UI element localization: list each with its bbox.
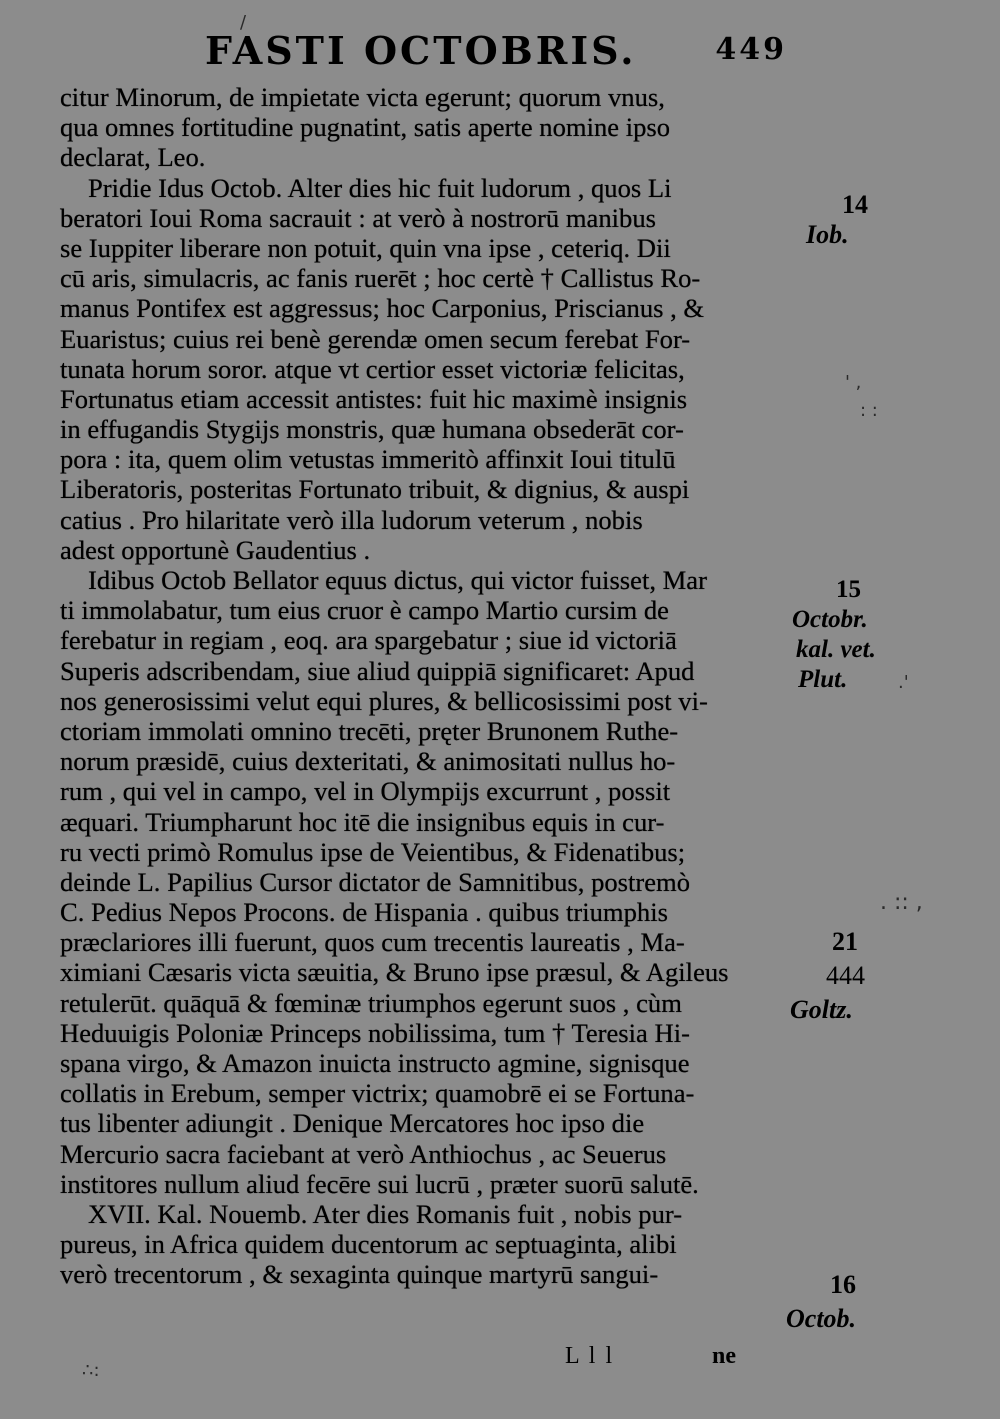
margin-date-14: 14 [842,190,868,219]
text-line: spana virgo, & Amazon inuicta instructo agmine, signisque [60,1048,690,1078]
margin-ref-kal-vet: kal. vet. [796,636,876,663]
margin-note-14 [806,190,868,250]
scan-noise: / [240,12,247,33]
text-line: cū aris, simulacris, ac fanis ruerēt ; hoc certè † Callistus Ro- [60,263,701,294]
text-line: rum , qui vel in campo, vel in Olympijs excurrunt , possit [60,776,671,807]
margin-date-15: 15 [836,576,861,603]
margin-ref-octobr: Octobr. [792,606,868,633]
scan-noise: ' , [845,372,862,393]
text-line: collatis in Erebum, semper victrix; quamobrē ei se Fortuna- [60,1078,695,1109]
text-line: C. Pedius Nepos Procons. de Hispania . quibus triumphis [60,897,668,928]
margin-ref-iob: Iob. [806,220,849,249]
text-line: tunata horum soror. atque vt certior esset victoriæ felicitas, [60,353,685,384]
margin-ref-octob: Octob. [786,1304,857,1333]
text-line: Fortunatus etiam accessit antistes: fuit hic maximè insignis [60,383,688,414]
text-line: ru vecti primò Romulus ipse de Veientibus, & Fidenatibus; [60,836,686,867]
text-line: in effugandis Stygijs monstris, quæ humana obsederāt cor- [60,414,684,445]
text-line: manus Pontifex est aggressus; hoc Carponius, Priscianus , & [60,293,705,324]
signature-mark: L l l [565,1343,615,1369]
scan-noise: . :: , [880,890,923,915]
margin-ref-444: 444 [826,961,865,990]
running-header [205,28,805,88]
scan-noise: : : [860,400,878,421]
text-line: adest opportunè Gaudentius . [60,534,371,565]
text-line: Idibus Octob Bellator equus dictus, qui victor fuisset, Mar [88,565,707,595]
text-line: se Iuppiter liberare non potuit, quin vna ipse , ceteriq. Dii [60,232,671,263]
margin-ref-goltz: Goltz. [790,995,853,1024]
text-line: catius . Pro hilaritate verò illa ludorum veterum , nobis [60,504,643,535]
scan-noise: ∴: [82,1360,100,1381]
text-line: nos generosissimi velut equi plures, & bellicosissimi post vi- [60,685,708,716]
main-text-block [60,82,790,1290]
text-line: Heduuigis Poloniæ Princeps nobilissima, tum † Teresia Hi- [60,1017,690,1048]
text-line: beratori Ioui Roma sacrauit : at verò à nostrorū manibus [60,202,656,233]
scan-noise: .' [898,672,909,693]
text-line: pora : ita, quem olim vetustas immeritò affinxit Ioui titulū [60,444,676,475]
text-line: norum præsidē, cuius dexteritati, & animositati nullus ho- [60,746,676,777]
text-line: qua omnes fortitudine pugnatint, satis aperte nomine ipso [60,112,671,143]
text-line: præclariores illi fuerunt, quos cum trecentis laureatis , Ma- [60,927,685,958]
text-line: institores nullum aliud fecēre sui lucrū , præter suorū salutē. [60,1168,699,1199]
text-line: ximiani Cæsaris victa sæuitia, & Bruno ipse præsul, & Agileus [60,957,729,988]
running-title: FASTI OCTOBRIS. [205,28,637,73]
text-line: Superis adscribendam, siue aliud quippiā significaret: Apud [60,655,695,686]
margin-date-21: 21 [832,927,858,956]
text-line: verò trecentorum , & sexaginta quinque martyrū sangui- [60,1259,659,1290]
text-line: ferebatur in regiam , eoq. ara spargebatur ; siue id victoriā [60,625,677,656]
text-line: pureus, in Africa quidem ducentorum ac septuaginta, alibi [60,1229,677,1260]
text-line: retulerūt. quāquā & fœminæ triumphos egerunt suos , cùm [60,987,682,1018]
text-line: declarat, Leo. [60,142,206,173]
text-line: XVII. Kal. Nouemb. Ater dies Romanis fuit , nobis pur- [88,1198,683,1229]
text-line: Liberatoris, posteritas Fortunato tribuit, & dignius, & auspi [60,474,690,505]
margin-date-16: 16 [830,1270,856,1299]
margin-note-21 [790,925,865,1027]
text-line: deinde L. Papilius Cursor dictator de Samnitibus, postremò [60,866,691,897]
text-line: tus libenter adiungit . Denique Mercatores hoc ipso die [60,1108,645,1139]
margin-note-16 [786,1268,856,1336]
text-line: Pridie Idus Octob. Alter dies hic fuit ludorum , quos Li [88,172,672,203]
text-line: citur Minorum, de impietate victa egerunt; quorum vnus, [60,82,665,112]
text-line: æquari. Triumpharunt hoc itē die insignibus equis in cur- [60,806,665,837]
margin-note-15 [792,575,876,695]
text-line: ti immolabatur, tum eius cruor è campo Martio cursim de [60,595,669,626]
margin-ref-plut: Plut. [798,666,848,693]
catchword: ne [712,1343,736,1369]
text-line: Euaristus; cuius rei benè gerendæ omen secum ferebat For- [60,323,691,354]
page-number: 449 [715,32,787,67]
text-line: Mercurio sacra faciebant at verò Anthiochus , ac Seuerus [60,1138,667,1169]
text-line: ctoriam immolati omnino trecēti, pręter Brunonem Ruthe- [60,715,679,746]
